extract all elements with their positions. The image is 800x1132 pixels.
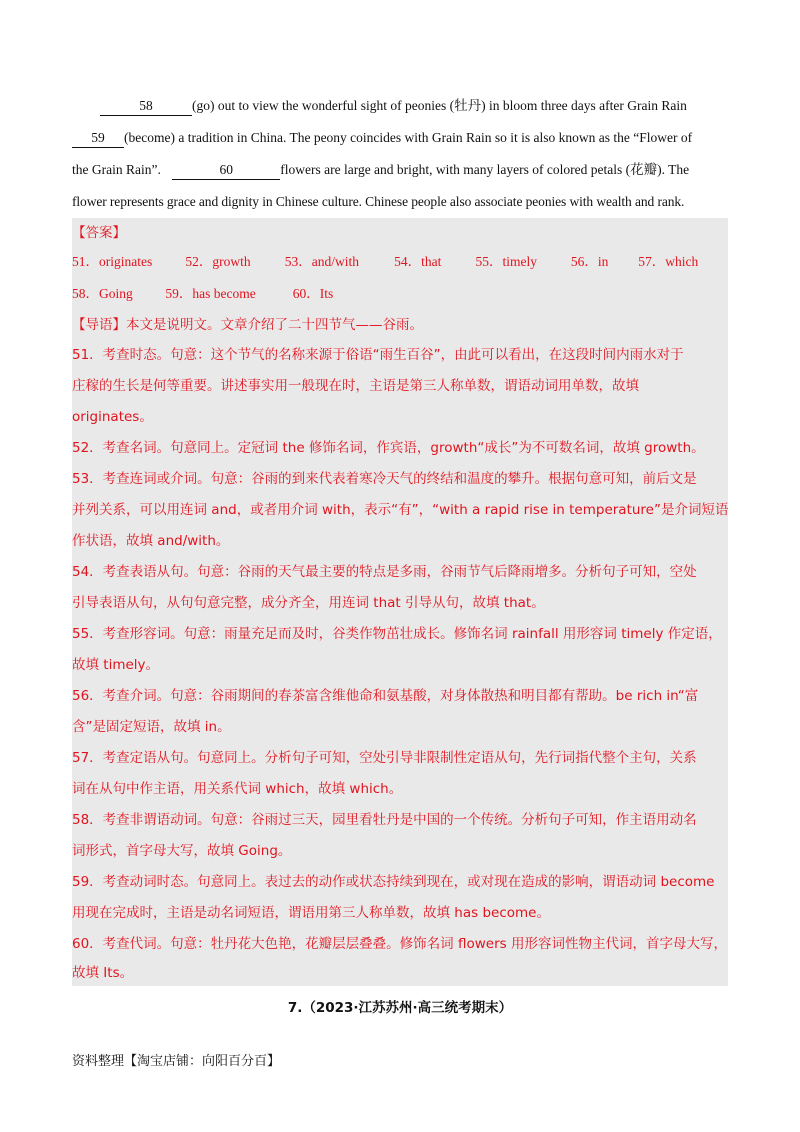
answer-item: 52．growth (185, 254, 251, 269)
answer-item: 59．has become (165, 286, 256, 301)
answer-item: 54．that (394, 254, 442, 269)
explanation-line: 52．考查名词。句意同上。定冠词 the 修饰名词，作宾语，growth“成长”为不可数名词，故填 growth。 (72, 440, 705, 456)
answer-item: 53．and/with (284, 254, 359, 269)
passage-text: (go) out to view the wonderful sight of peonies (牡丹) in bloom three days after Grain Rain (192, 98, 687, 113)
explanation-line: 故填 timely。 (72, 657, 160, 673)
passage-line (72, 154, 728, 186)
explanation-line: 60．考查代词。句意：牡丹花大色艳，花瓣层层叠叠。修饰名词 flowers 用形容词性物主代词，首字母大写， (72, 936, 727, 952)
explanation-line: 59．考查动词时态。句意同上。表过去的动作或状态持续到现在，或对现在造成的影响，谓语动词 become (72, 874, 715, 890)
answer-item: 60．Its (292, 286, 334, 301)
passage-text: (become) a tradition in China. The peony coincides with Grain Rain so it is also known as the “Flower of (124, 130, 693, 145)
passage (72, 90, 728, 218)
explanation-line: 作状语，故填 and/with。 (72, 533, 230, 549)
answer-section (72, 218, 728, 986)
blank-60: 60 (172, 161, 280, 180)
passage-line (72, 122, 728, 154)
explanation-line: 58．考查非谓语动词。句意：谷雨过三天，园里看牡丹是中国的一个传统。分析句子可知，作主语用动名 (72, 812, 697, 828)
passage-text: flowers are large and bright, with many layers of colored petals (花瓣). The (280, 162, 690, 177)
answers-row-2 (72, 279, 728, 309)
passage-line (72, 90, 728, 122)
answer-item: 55．timely (475, 254, 537, 269)
explanation-line: 引导表语从句，从句句意完整，成分齐全，用连词 that 引导从句，故填 that。 (72, 595, 545, 611)
explanation-line: 54．考查表语从句。句意：谷雨的天气最主要的特点是多雨，谷雨节气后降雨增多。分析句子可知，空处 (72, 564, 697, 580)
footer-text: 资料整理【淘宝店铺：向阳百分百】 (72, 1054, 281, 1069)
explanation-line: 故填 Its。 (72, 965, 134, 981)
explanation-line: 56．考查介词。句意：谷雨期间的春茶富含维他命和氨基酸，对身体散热和明目都有帮助。be rich in“富 (72, 688, 699, 704)
answer-item: 57．which (638, 254, 699, 269)
blank-59: 59 (72, 129, 124, 148)
explanation-line: originates。 (72, 409, 153, 425)
answer-heading: 【答案】 (72, 225, 126, 241)
explanation-line: 并列关系，可以用连词 and，或者用介词 with，表示“有”，“with a rapid rise in temperature”是介词短语 (72, 502, 728, 518)
blank-58: 58 (100, 97, 192, 116)
explanation-line: 词在从句中作主语，用关系代词 which，故填 which。 (72, 781, 403, 797)
explanation-line: 含”是固定短语，故填 in。 (72, 719, 231, 735)
guide-text: 【导语】本文是说明文。文章介绍了二十四节气——谷雨。 (72, 317, 423, 333)
explanation-line: 53．考查连词或介词。句意：谷雨的到来代表着寒冷天气的终结和温度的攀升。根据句意可知，前后文是 (72, 471, 697, 487)
passage-line (72, 186, 728, 218)
explanation-line: 51．考查时态。句意：这个节气的名称来源于俗语“雨生百谷”，由此可以看出，在这段时间内雨水对于 (72, 347, 684, 363)
passage-text: flower represents grace and dignity in Chinese culture. Chinese people also associate peonies with wealth and rank. (72, 194, 685, 209)
answers-row-1 (72, 247, 728, 277)
section-title: 7.（2023·江苏苏州·高三统考期末） (287, 1000, 513, 1016)
answer-item: 51．originates (72, 254, 153, 269)
explanation-line: 庄稼的生长是何等重要。讲述事实用一般现在时，主语是第三人称单数，谓语动词用单数，故填 (72, 378, 639, 394)
explanation-line: 用现在完成时，主语是动名词短语，谓语用第三人称单数，故填 has become。 (72, 905, 550, 921)
answer-item: 56．in (570, 254, 609, 269)
explanation-line: 55．考查形容词。句意：雨量充足而及时，谷类作物茁壮成长。修饰名词 rainfall 用形容词 timely 作定语， (72, 626, 722, 642)
passage-text: the Grain Rain”. (72, 162, 161, 177)
explanation-line: 词形式，首字母大写，故填 Going。 (72, 843, 292, 859)
answer-item: 58．Going (72, 286, 133, 301)
explanation-line: 57．考查定语从句。句意同上。分析句子可知，空处引导非限制性定语从句，先行词指代整个主句，关系 (72, 750, 697, 766)
